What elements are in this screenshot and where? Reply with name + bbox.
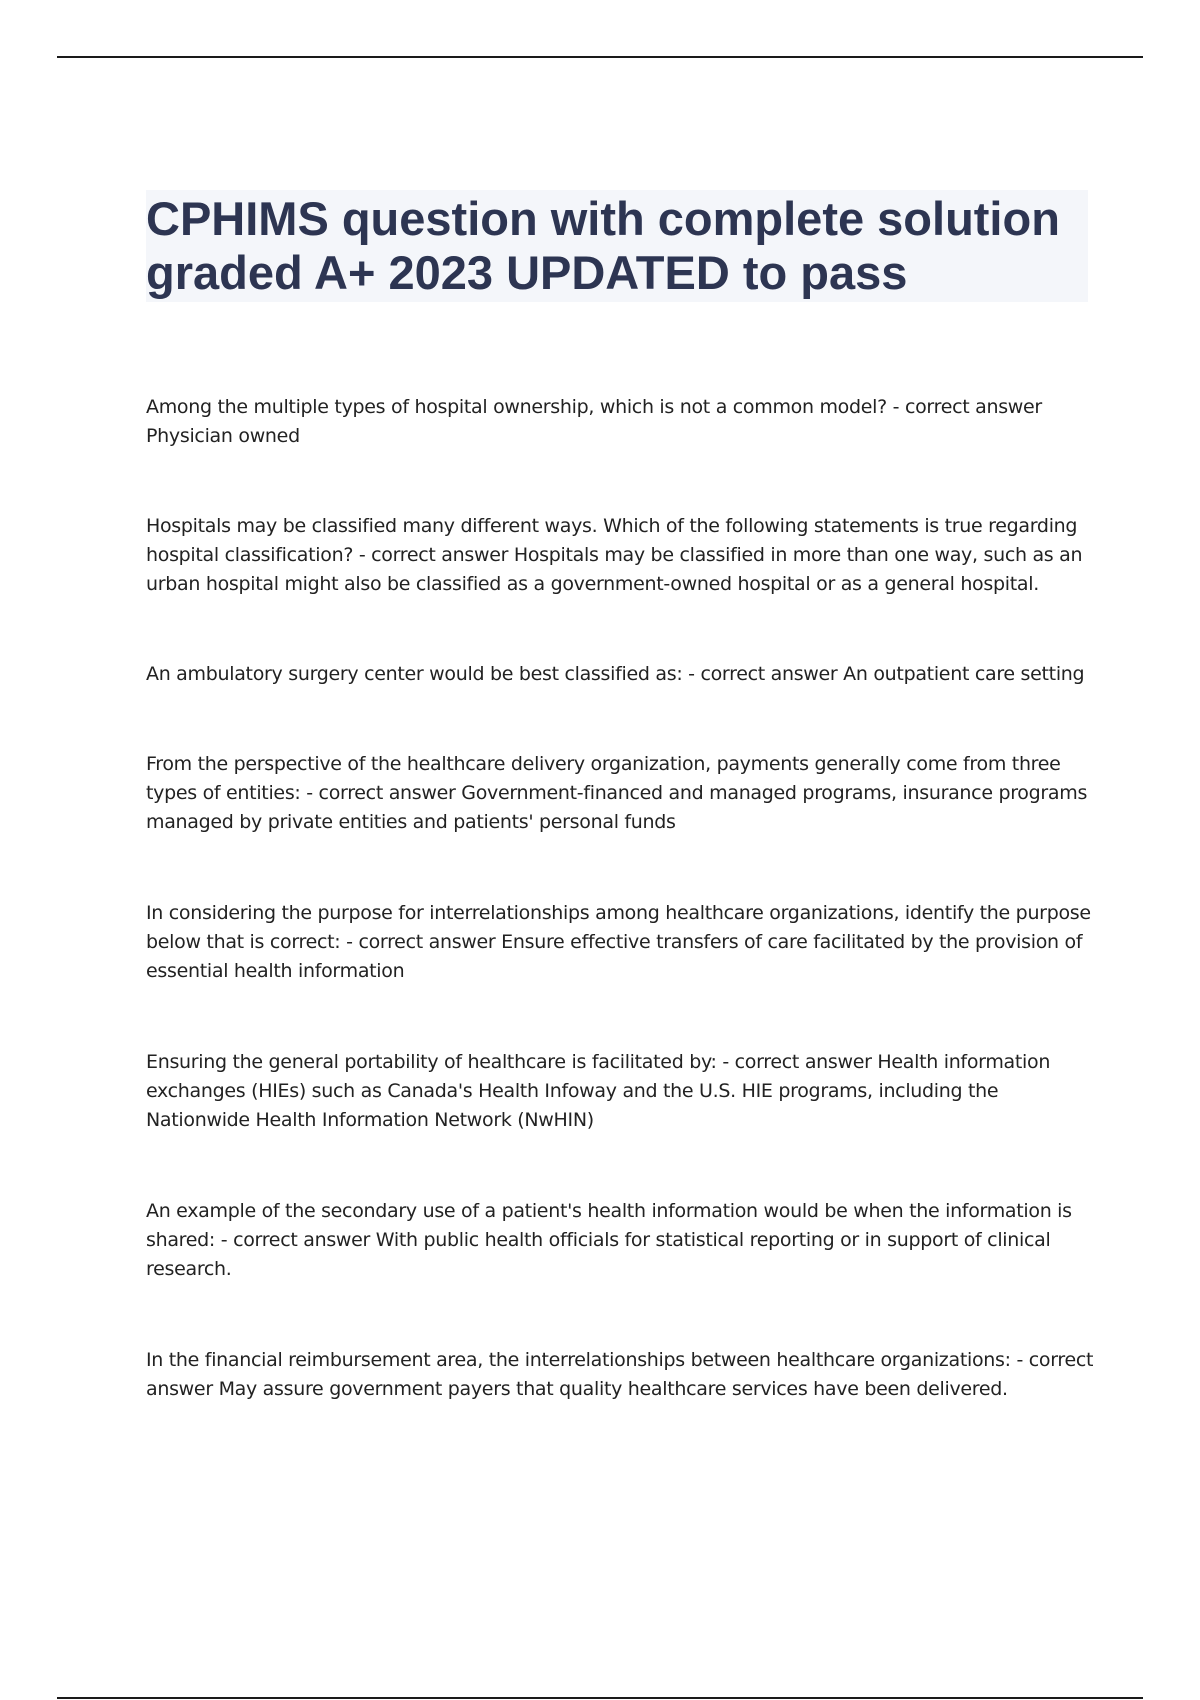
title-block (146, 190, 1088, 302)
top-rule (57, 56, 1143, 58)
qa-item-1: Among the multiple types of hospital ownership, which is not a common model? - correct answer Physician owned (146, 396, 1042, 447)
qa-item-4: From the perspective of the healthcare delivery organization, payments generally come from three types of entities: - correct answer Government-financed and managed programs, insurance programs managed by private entities and patients' personal funds (146, 753, 1088, 833)
qa-item-3: An ambulatory surgery center would be best classified as: - correct answer An outpatient care setting (146, 663, 1085, 685)
qa-item-2: Hospitals may be classified many different ways. Which of the following statements is true regarding hospital classification? - correct answer Hospitals may be classified in more than one way, such as an urban hospital might also be classified as a government-owned hospital or as a general hospital. (146, 515, 1083, 595)
qa-item-6: Ensuring the general portability of healthcare is facilitated by: - correct answer Health information exchanges (HIEs) such as Canada's Health Infoway and the U.S. HIE programs, including the Nationwide Health Information Network (NwHIN) (146, 1051, 1051, 1131)
document-title: CPHIMS question with complete solution graded A+ 2023 UPDATED to pass (146, 192, 1060, 299)
qa-item-5: In considering the purpose for interrelationships among healthcare organizations, identify the purpose below that is correct: - correct answer Ensure effective transfers of care facilitated by the provision of essential health information (146, 902, 1091, 982)
qa-item-8: In the financial reimbursement area, the interrelationships between healthcare organizations: - correct answer May assure government payers that quality healthcare services have been delivered. (146, 1349, 1094, 1400)
qa-item-7: An example of the secondary use of a patient's health information would be when the information is shared: - correct answer With public health officials for statistical reporting or in support of clinical research. (146, 1200, 1072, 1280)
bottom-rule (57, 1697, 1143, 1699)
